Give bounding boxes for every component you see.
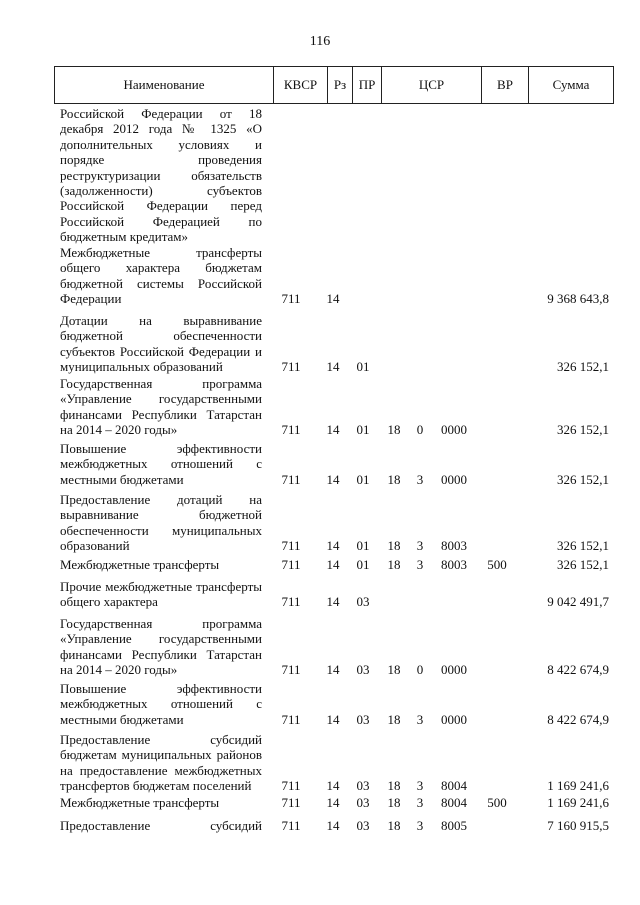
page-number: 116 [309,34,331,49]
row-name [60,376,262,438]
row-kvsr: 711 [281,422,301,438]
row-name-line: образований [60,538,130,554]
row-csr-direction: 8004 [441,778,467,794]
row-pr: 03 [356,795,370,810]
column-header-kvsr: КВСР [273,67,327,103]
row-csr-subprogram: 3 [416,778,424,794]
row-name [60,492,262,554]
row-csr-subprogram: 3 [416,818,424,833]
row-name-line: на предоставление межбюджетных [60,762,262,778]
row-csr-subprogram: 3 [416,711,424,727]
column-header-rz: Рз [327,67,352,103]
row-pr: 03 [356,594,370,610]
row-rz: 14 [326,818,340,833]
row-sum: 8 422 674,9 [547,662,609,678]
row-csr-direction: 8005 [441,818,467,833]
row-name [60,681,262,727]
table-header [54,66,614,104]
row-csr-direction: 8004 [441,795,467,810]
row-csr-subprogram: 3 [416,538,424,554]
row-sum: 1 169 241,6 [547,778,609,794]
row-rz: 14 [326,291,340,307]
row-name [60,557,262,572]
row-csr-program: 18 [387,471,401,487]
row-name-line: бюджетным кредитам» [60,229,189,245]
row-csr-program: 18 [387,662,401,678]
row-pr: 03 [356,778,370,794]
row-pr: 01 [356,471,370,487]
row-rz: 14 [326,795,340,810]
row-name-line: Межбюджетные трансферты [60,557,220,572]
row-name-line: финансами Республики Татарстан [60,646,262,662]
row-name-line: на 2014 – 2020 годы» [60,422,178,438]
row-pr: 01 [356,557,370,572]
row-name [60,441,262,487]
row-csr-direction: 0000 [441,422,467,438]
row-rz: 14 [326,662,340,678]
row-name-line: муниципальных образований [60,359,223,375]
row-sum: 326 152,1 [557,557,609,572]
row-name-line: трансфертов бюджетам поселений [60,778,252,794]
row-name-line: финансами Республики Татарстан [60,406,262,422]
row-sum: 1 169 241,6 [547,795,609,810]
row-kvsr: 711 [281,795,301,810]
row-csr-direction: 0000 [441,471,467,487]
row-name-line: дополнительных условиях и [60,136,262,152]
row-name [60,579,262,610]
row-csr-program: 18 [387,795,401,810]
row-sum: 326 152,1 [557,471,609,487]
row-name-line: Российской Федерацией по [60,213,262,229]
row-name [60,795,262,810]
row-name-line: Российской Федерации перед [60,198,262,214]
row-name-line: бюджетной системы Российской [60,275,262,291]
row-name-line: Федерации [60,291,122,307]
row-name-line: субъектов Российской Федерации и [60,343,262,359]
row-rz: 14 [326,557,340,572]
row-name-line: порядке проведения [60,152,262,168]
column-header-csr: ЦСР [381,67,481,103]
row-pr: 01 [356,422,370,438]
row-sum: 326 152,1 [557,422,609,438]
row-sum: 326 152,1 [557,359,609,375]
row-kvsr: 711 [281,538,301,554]
row-name-line: местными бюджетами [60,711,184,727]
row-name-line: общего характера бюджетам [60,260,262,276]
row-name-line: Предоставление субсидий [60,732,262,747]
row-name-line: Повышение эффективности [60,681,262,696]
row-sum: 8 422 674,9 [547,711,609,727]
row-name-line: Дотации на выравнивание [60,313,262,328]
row-name-line: общего характера [60,594,158,610]
column-header-sum: Сумма [528,67,613,103]
row-vr: 500 [487,795,507,810]
row-rz: 14 [326,359,340,375]
row-name-line: межбюджетных отношений с [60,456,262,472]
row-csr-program: 18 [387,538,401,554]
column-header-name: Наименование [123,77,205,92]
row-rz: 14 [326,471,340,487]
row-csr-direction: 8003 [441,557,467,572]
row-name-line: местными бюджетами [60,471,184,487]
row-pr: 03 [356,818,370,833]
row-name-line: бюджетам муниципальных районов [60,747,262,763]
row-name-line: обеспеченности муниципальных [60,522,262,538]
row-csr-subprogram: 0 [416,662,424,678]
row-name-line: Прочие межбюджетные трансферты [60,579,262,594]
row-csr-direction: 8003 [441,538,467,554]
row-csr-subprogram: 3 [416,471,424,487]
row-csr-program: 18 [387,711,401,727]
row-sum: 9 368 643,8 [547,291,609,307]
row-name-line: Межбюджетные трансферты [60,245,262,260]
row-pr: 03 [356,662,370,678]
column-header-pr: ПР [352,67,381,103]
row-rz: 14 [326,538,340,554]
row-kvsr: 711 [281,557,301,572]
row-kvsr: 711 [281,662,301,678]
row-name-line: Предоставление субсидий [60,818,262,833]
row-kvsr: 711 [281,594,301,610]
row-pr: 01 [356,538,370,554]
row-csr-subprogram: 0 [416,422,424,438]
row-vr: 500 [487,557,507,572]
row-name-line: Повышение эффективности [60,441,262,456]
column-header-vr: ВР [481,67,528,103]
row-csr-program: 18 [387,422,401,438]
row-rz: 14 [326,422,340,438]
row-kvsr: 711 [281,711,301,727]
row-name-line: межбюджетных отношений с [60,696,262,712]
row-name [60,106,262,245]
row-csr-program: 18 [387,778,401,794]
row-kvsr: 711 [281,471,301,487]
row-name-line: реструктуризации обязательств [60,167,262,183]
row-kvsr: 711 [281,818,301,833]
row-csr-program: 18 [387,818,401,833]
row-csr-program: 18 [387,557,401,572]
row-name [60,732,262,794]
row-pr: 03 [356,711,370,727]
row-name-line: «Управление государственными [60,631,262,647]
row-name [60,616,262,678]
row-name [60,313,262,375]
row-sum: 9 042 491,7 [547,594,609,610]
row-csr-subprogram: 3 [416,795,424,810]
row-name [60,818,262,833]
row-name-line: Российской Федерации от 18 [60,106,262,121]
row-csr-direction: 0000 [441,711,467,727]
row-name-line: «Управление государственными [60,391,262,407]
row-csr-direction: 0000 [441,662,467,678]
row-rz: 14 [326,778,340,794]
row-name [60,245,262,307]
row-name-line: Предоставление дотаций на [60,492,262,507]
row-name-line: выравнивание бюджетной [60,507,262,523]
row-sum: 326 152,1 [557,538,609,554]
row-sum: 7 160 915,5 [547,818,609,833]
row-csr-subprogram: 3 [416,557,424,572]
row-kvsr: 711 [281,291,301,307]
row-pr: 01 [356,359,370,375]
row-kvsr: 711 [281,359,301,375]
row-name-line: Государственная программа [60,616,262,631]
row-rz: 14 [326,594,340,610]
row-name-line: на 2014 – 2020 годы» [60,662,178,678]
row-name-line: Межбюджетные трансферты [60,795,220,810]
row-kvsr: 711 [281,778,301,794]
row-rz: 14 [326,711,340,727]
row-name-line: бюджетной обеспеченности [60,328,262,344]
row-name-line: Государственная программа [60,376,262,391]
row-name-line: декабря 2012 года № 1325 «О [60,121,262,137]
row-name-line: (задолженности) субъектов [60,183,262,199]
